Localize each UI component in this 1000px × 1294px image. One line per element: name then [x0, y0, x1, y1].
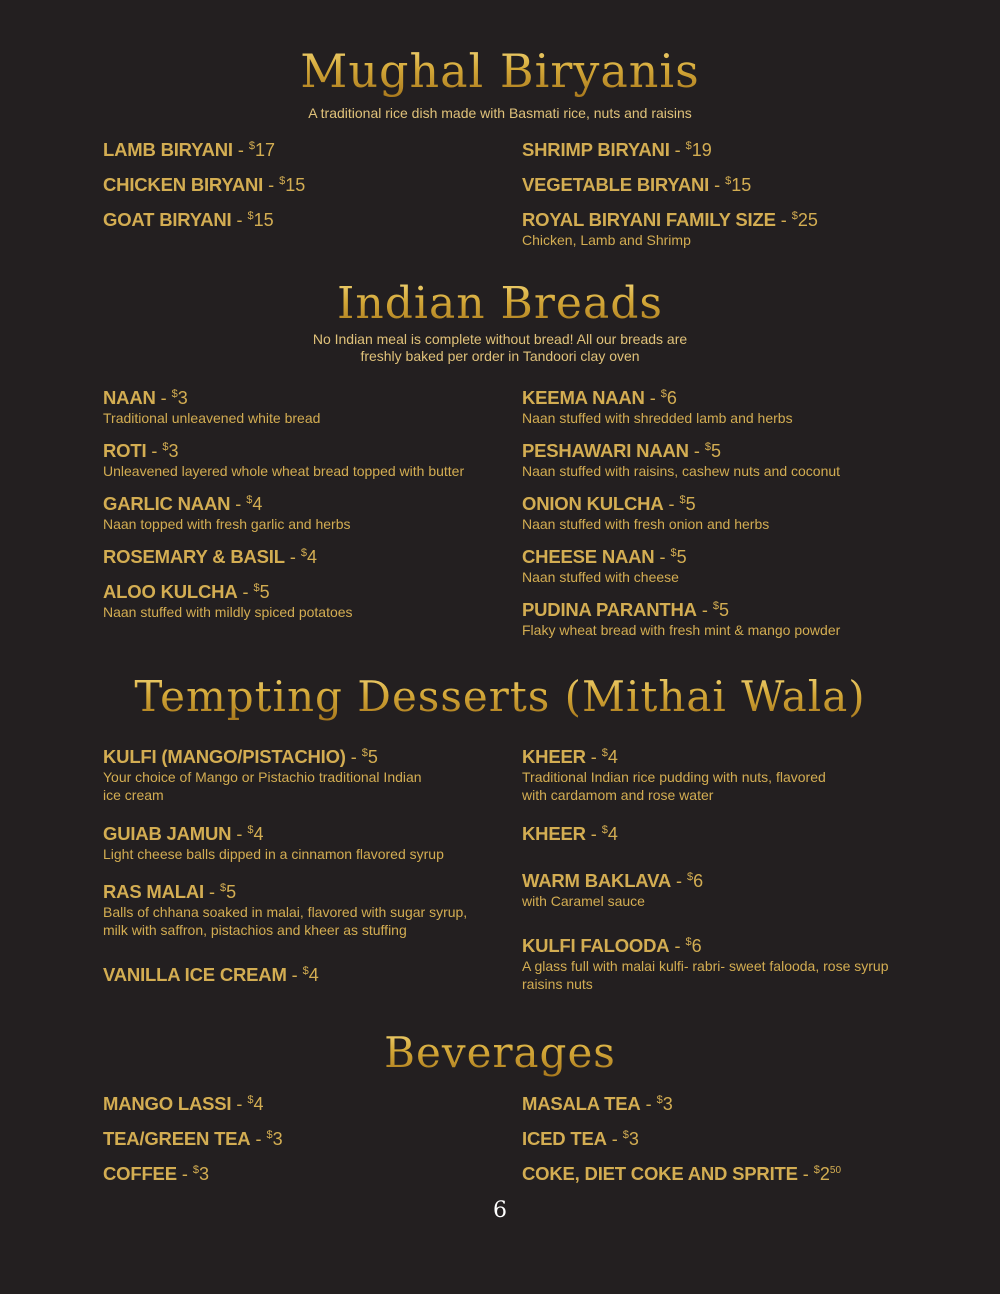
separator: - [669, 140, 686, 160]
currency-symbol: $ [247, 824, 254, 836]
item-price: 3 [168, 441, 179, 461]
item-description: Naan topped with fresh garlic and herbs [103, 516, 351, 532]
item-description: Traditional Indian rice pudding with nuts, flavored [522, 769, 826, 785]
currency-symbol: $ [685, 140, 692, 152]
currency-symbol: $ [601, 747, 608, 759]
separator: - [231, 210, 248, 230]
menu-item-rosemary-basil [103, 542, 503, 570]
menu-item-tea-green-tea [103, 1124, 503, 1152]
menu-item-peshawari-naan [522, 436, 922, 480]
item-name: ALOO KULCHA [103, 581, 238, 602]
item-price: 2 [819, 1164, 830, 1184]
menu-item-vanilla-ice-cream [103, 960, 503, 988]
separator: - [696, 600, 713, 620]
item-name: GARLIC NAAN [103, 493, 231, 514]
item-description: Naan stuffed with fresh onion and herbs [522, 516, 770, 532]
currency-symbol: $ [687, 871, 694, 883]
item-description: A glass full with malai kulfi- rabri- sweet falooda, rose syrup [522, 958, 889, 974]
menu-item-roti [103, 436, 503, 480]
item-name: TEA/GREEN TEA [103, 1128, 251, 1149]
separator: - [585, 747, 602, 767]
item-price: 4 [306, 547, 317, 567]
separator: - [654, 547, 671, 567]
item-name: SHRIMP BIRYANI [522, 139, 670, 160]
item-price: 6 [691, 936, 702, 956]
menu-item-pudina-parantha [522, 595, 922, 639]
separator: - [232, 140, 249, 160]
section-subtitle-biryanis: A traditional rice dish made with Basmati rice, nuts and raisins [308, 105, 692, 121]
menu-item-sodas [522, 1159, 922, 1187]
separator: - [640, 1094, 657, 1114]
item-price-cents: 50 [829, 1165, 842, 1176]
item-name: RAS MALAI [103, 881, 204, 902]
item-price: 15 [731, 175, 752, 195]
currency-symbol: $ [219, 882, 227, 894]
menu-item-onion-kulcha [522, 489, 922, 533]
item-name: ROTI [103, 440, 147, 461]
item-price: 5 [710, 441, 721, 461]
menu-item-warm-baklava [522, 866, 922, 910]
currency-symbol: $ [247, 210, 254, 222]
item-description: Traditional unleavened white bread [103, 410, 321, 426]
item-description: Light cheese balls dipped in a cinnamon flavored syrup [103, 846, 444, 862]
currency-symbol: $ [725, 175, 732, 187]
item-price: 4 [308, 965, 319, 985]
menu-item-goat-biryani [103, 205, 503, 233]
menu-item-shrimp-biryani [522, 135, 922, 163]
item-description: milk with saffron, pistachios and kheer as stuffing [103, 922, 407, 938]
section-title-biryanis: Mughal Biryanis [0, 44, 1000, 98]
item-price: 3 [177, 388, 188, 408]
menu-item-lamb-biryani [103, 135, 503, 163]
menu-item-naan [103, 383, 503, 427]
item-name: MASALA TEA [522, 1093, 641, 1114]
item-description: Flaky wheat bread with fresh mint & mango powder [522, 622, 841, 638]
item-name: KULFI (MANGO/PISTACHIO) [103, 746, 346, 767]
separator: - [230, 494, 247, 514]
item-description: Naan stuffed with cheese [522, 569, 679, 585]
menu-item-garlic-naan [103, 489, 503, 533]
separator: - [671, 871, 688, 891]
separator: - [203, 882, 220, 902]
menu-item-vegetable-biryani [522, 170, 922, 198]
item-name: MANGO LASSI [103, 1093, 232, 1114]
item-name: KEEMA NAAN [522, 387, 645, 408]
item-name: LAMB BIRYANI [103, 139, 233, 160]
section-title-beverages: Beverages [0, 1028, 1000, 1077]
item-description: Chicken, Lamb and Shrimp [522, 232, 691, 248]
section-title-desserts: Tempting Desserts (Mithai Wala) [0, 672, 1000, 721]
section-subtitle-breads-line1: No Indian meal is complete without bread! All our breads are [312, 331, 688, 347]
item-name: GUIAB JAMUN [103, 823, 232, 844]
item-price: 5 [676, 547, 687, 567]
menu-item-ras-malai [103, 877, 503, 939]
separator: - [709, 175, 726, 195]
menu-item-chicken-biryani [103, 170, 503, 198]
item-description: Naan stuffed with mildly spiced potatoes [103, 604, 353, 620]
menu-item-royal-biryani [522, 205, 922, 249]
currency-symbol: $ [704, 441, 711, 453]
item-price: 5 [259, 582, 270, 602]
item-price: 4 [253, 1094, 264, 1114]
item-price: 4 [607, 747, 618, 767]
item-name: KHEER [522, 746, 586, 767]
item-name: COKE, DIET COKE AND SPRITE [522, 1163, 798, 1184]
separator: - [606, 1129, 623, 1149]
currency-symbol: $ [601, 824, 608, 836]
item-name: ROYAL BIRYANI FAMILY SIZE [522, 209, 776, 230]
section-subtitle-breads-line2: freshly baked per order in Tandoori clay oven [360, 348, 640, 364]
item-price: 6 [666, 388, 677, 408]
item-name: VEGETABLE BIRYANI [522, 174, 710, 195]
currency-symbol: $ [622, 1129, 629, 1141]
separator: - [345, 747, 362, 767]
item-price: 15 [285, 175, 306, 195]
item-price: 3 [662, 1094, 673, 1114]
separator: - [585, 824, 602, 844]
menu-item-aloo-kulcha [103, 577, 503, 621]
currency-symbol: $ [300, 547, 307, 559]
item-description: with Caramel sauce [522, 893, 645, 909]
separator: - [146, 441, 163, 461]
currency-symbol: $ [279, 175, 286, 187]
currency-symbol: $ [246, 494, 253, 506]
page-number: 6 [493, 1198, 507, 1223]
currency-symbol: $ [361, 747, 368, 759]
item-price: 4 [252, 494, 263, 514]
currency-symbol: $ [670, 547, 677, 559]
currency-symbol: $ [656, 1094, 663, 1106]
item-name: KHEER [522, 823, 586, 844]
item-price: 5 [718, 600, 729, 620]
currency-symbol: $ [685, 936, 692, 948]
separator: - [155, 388, 172, 408]
currency-symbol: $ [162, 441, 169, 453]
separator: - [231, 824, 248, 844]
menu-item-masala-tea [522, 1089, 922, 1117]
menu-item-coffee [103, 1159, 503, 1187]
item-name: PUDINA PARANTHA [522, 599, 697, 620]
menu-item-kheer-2 [522, 819, 922, 847]
item-description: Naan stuffed with shredded lamb and herbs [522, 410, 793, 426]
separator: - [250, 1129, 267, 1149]
separator: - [688, 441, 705, 461]
menu-item-iced-tea [522, 1124, 922, 1152]
section-title-breads: Indian Breads [0, 278, 1000, 329]
currency-symbol: $ [192, 1164, 199, 1176]
item-name: KULFI FALOODA [522, 935, 670, 956]
menu-item-cheese-naan [522, 542, 922, 586]
item-description: Naan stuffed with raisins, cashew nuts and coconut [522, 463, 841, 479]
currency-symbol: $ [813, 1164, 820, 1176]
item-name: ICED TEA [522, 1128, 607, 1149]
item-description: Your choice of Mango or Pistachio traditional Indian [103, 769, 422, 785]
item-description: raisins nuts [522, 976, 593, 992]
separator: - [286, 965, 303, 985]
menu-item-kulfi [103, 742, 503, 804]
item-name: ROSEMARY & BASIL [103, 546, 285, 567]
currency-symbol: $ [712, 600, 719, 612]
item-name: WARM BAKLAVA [522, 870, 672, 891]
menu-item-gulab-jamun [103, 819, 503, 863]
currency-symbol: $ [791, 210, 798, 222]
separator: - [644, 388, 661, 408]
currency-symbol: $ [248, 140, 255, 152]
separator: - [669, 936, 686, 956]
item-price: 17 [254, 140, 276, 160]
item-name: VANILLA ICE CREAM [103, 964, 287, 985]
item-price: 4 [607, 824, 618, 844]
separator: - [231, 1094, 248, 1114]
item-price: 4 [253, 824, 264, 844]
item-price: 6 [693, 871, 704, 891]
currency-symbol: $ [253, 582, 260, 594]
currency-symbol: $ [660, 388, 667, 400]
currency-symbol: $ [266, 1129, 273, 1141]
item-name: CHEESE NAAN [522, 546, 655, 567]
currency-symbol: $ [302, 965, 309, 977]
separator: - [663, 494, 680, 514]
item-price: 5 [226, 882, 237, 902]
separator: - [775, 210, 792, 230]
separator: - [176, 1164, 193, 1184]
menu-item-keema-naan [522, 383, 922, 427]
item-price: 25 [797, 210, 818, 230]
item-price: 15 [253, 210, 274, 230]
separator: - [237, 582, 254, 602]
item-description: Unleavened layered whole wheat bread topped with butter [103, 463, 465, 479]
item-name: NAAN [103, 387, 156, 408]
item-name: CHICKEN BIRYANI [103, 174, 264, 195]
separator: - [797, 1164, 814, 1184]
currency-symbol: $ [171, 388, 178, 400]
item-description: Balls of chhana soaked in malai, flavored with sugar syrup, [103, 904, 468, 920]
item-name: GOAT BIRYANI [103, 209, 232, 230]
item-price: 3 [272, 1129, 283, 1149]
item-name: PESHAWARI NAAN [522, 440, 689, 461]
item-price: 19 [691, 140, 712, 160]
separator: - [263, 175, 280, 195]
menu-item-mango-lassi [103, 1089, 503, 1117]
item-price: 5 [367, 747, 378, 767]
item-price: 3 [628, 1129, 639, 1149]
item-price: 3 [198, 1164, 209, 1184]
item-price: 5 [685, 494, 696, 514]
menu-item-kulfi-falooda [522, 931, 942, 993]
currency-symbol: $ [679, 494, 686, 506]
item-description: with cardamom and rose water [522, 787, 714, 803]
menu-item-kheer [522, 742, 922, 804]
separator: - [284, 547, 301, 567]
item-name: COFFEE [103, 1163, 177, 1184]
currency-symbol: $ [247, 1094, 254, 1106]
item-name: ONION KULCHA [522, 493, 664, 514]
item-description: ice cream [103, 787, 164, 803]
